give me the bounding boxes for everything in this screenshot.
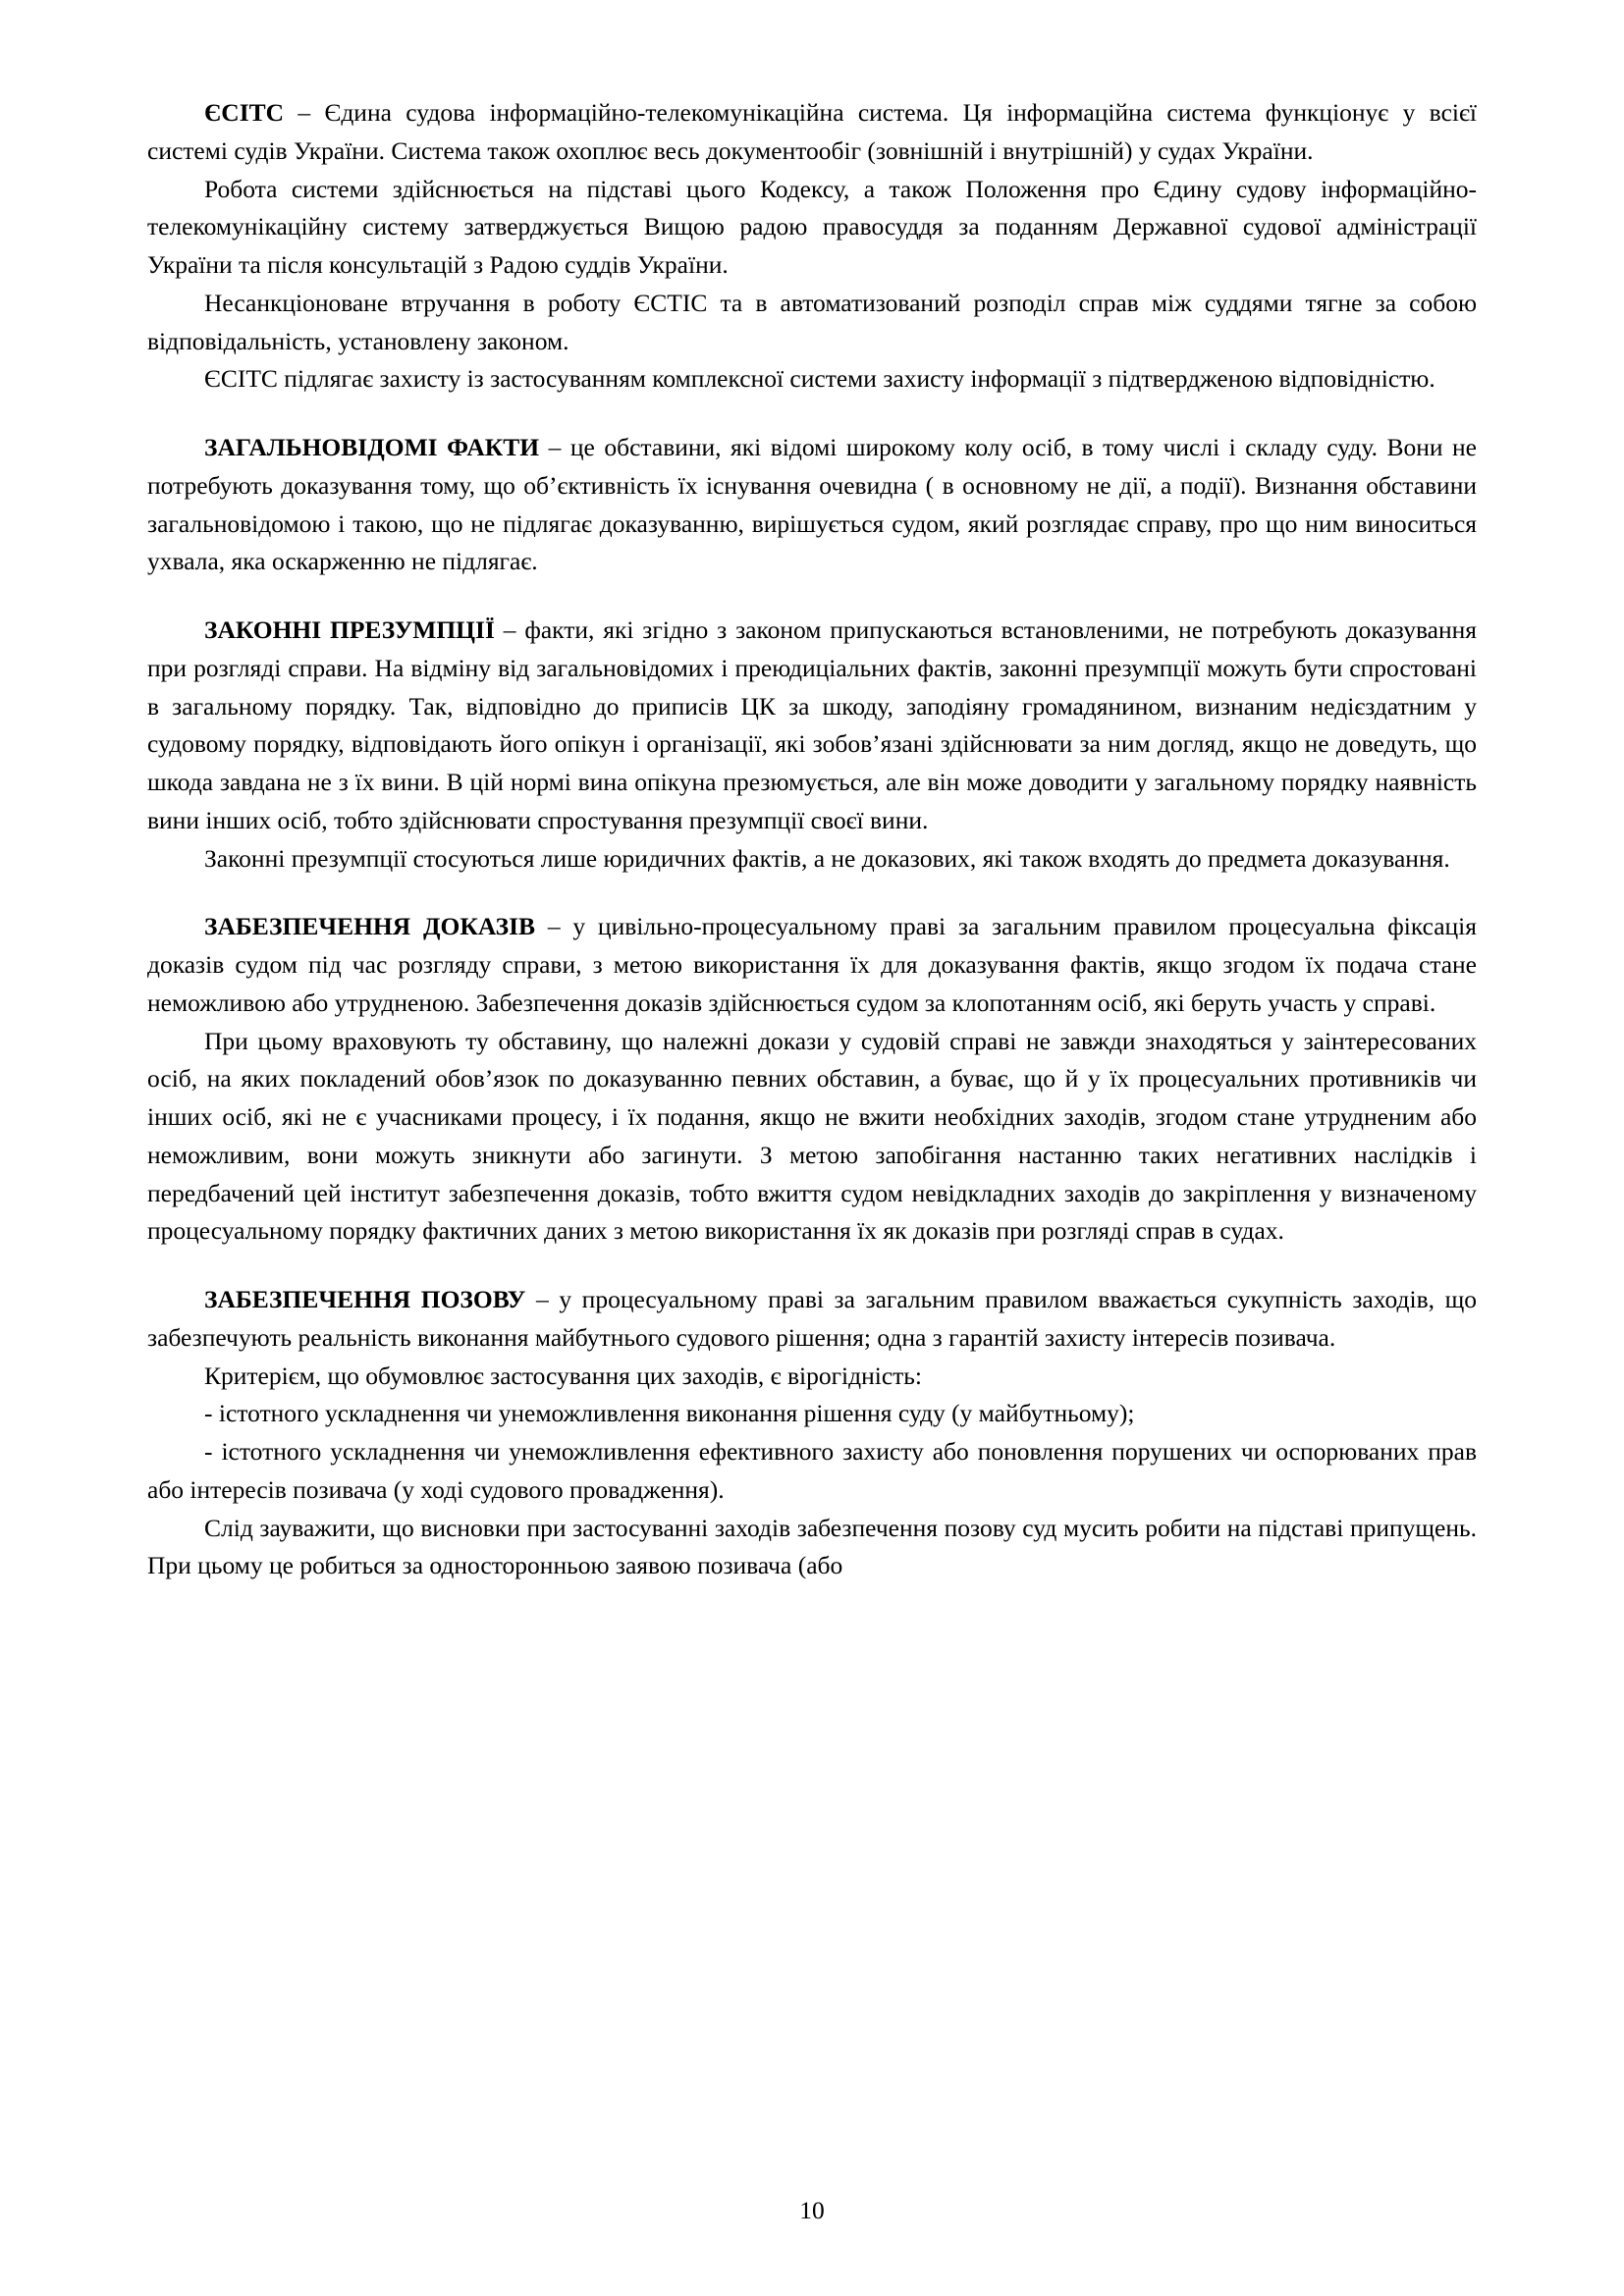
paragraph-text: Слід зауважити, що висновки при застосуванні заходів забезпечення позову суд мусить робити на підставі припущень. При цьому це робиться за односторонньою заявою позивача (або xyxy=(147,1513,1477,1580)
paragraph-text: - істотного ускладнення чи унеможливлення ефективного захисту або поновлення порушених чи оспорюваних прав або інтересів позивача (у ході судового провадження). xyxy=(147,1437,1477,1504)
paragraph-text: При цьому враховують ту обставину, що належні докази у судовій справі не завжди знаходяться у заінтересованих осіб, на яких покладений обов’язок по доказуванню певних обставин, а буває, що й у їх процесуальних противників чи інших осіб, які не є учасниками процесу, і їх подання, якщо не вжити необхідних заходів, згодом стане утрудненим або неможливим, вони можуть зникнути або загинути. З метою запобігання настанню таких негативних наслідків і передбачений цей інститут забезпечення доказів, тобто вжиття судом невідкладних заходів до закріплення у визначеному процесуальному порядку фактичних даних з метою використання їх як доказів при розгляді справ в судах. xyxy=(147,1026,1477,1246)
list-item-criterion-2 xyxy=(147,1433,1477,1510)
paragraph-presumptions-scope xyxy=(147,840,1477,879)
list-item-criterion-1 xyxy=(147,1395,1477,1433)
term-esits: ЄСІТС xyxy=(204,98,285,127)
paragraph-text: Законні презумпції стосуються лише юридичних фактів, а не доказових, які також входять до предмета доказування. xyxy=(204,843,1450,873)
paragraph-text: ЄСІТС підлягає захисту із застосуванням комплексної системи захисту інформації з підтвердженою відповідністю. xyxy=(204,364,1435,394)
paragraph-securing-claim xyxy=(147,1281,1477,1358)
paragraph-text: Робота системи здійснюється на підставі цього Кодексу, а також Положення про Єдину судову інформаційно-телекомунікаційну систему затверджується Вищою радою правосуддя за поданням Державної судової адміністрації України та після консультацій з Радою суддів України. xyxy=(147,174,1477,279)
paragraph-esits-definition xyxy=(147,94,1477,171)
paragraph-text: Несанкціоноване втручання в роботу ЄСТІС та в автоматизований розподіл справ між суддями тягне за собою відповідальність, установлену законом. xyxy=(147,288,1477,355)
paragraph-securing-evidence xyxy=(147,908,1477,1022)
term-well-known-facts: ЗАГАЛЬНОВІДОМІ ФАКТИ xyxy=(204,433,540,461)
term-securing-evidence: ЗАБЕЗПЕЧЕННЯ ДОКАЗІВ xyxy=(204,912,536,941)
term-securing-claim: ЗАБЕЗПЕЧЕННЯ ПОЗОВУ xyxy=(204,1285,526,1313)
document-body xyxy=(147,94,1477,1585)
paragraph-spacer xyxy=(147,1251,1477,1281)
paragraph-spacer xyxy=(147,878,1477,908)
paragraph-legal-presumptions xyxy=(147,612,1477,840)
paragraph-text: - істотного ускладнення чи унеможливлення виконання рішення суду (у майбутньому); xyxy=(204,1399,1135,1428)
paragraph-conclusions-note xyxy=(147,1510,1477,1586)
paragraph-text: – це обставини, які відомі широкому колу осіб, в тому числі і складу суду. Вони не потребують доказування тому, що об’єктивність їх існування очевидна ( в основному не дії, а події). Визнання обставини загальновідомою і такою, що не підлягає доказуванню, вирішується судом, який розглядає справу, про що ним виноситься ухвала, яка оскарженню не підлягає. xyxy=(147,433,1477,576)
paragraph-information-protection xyxy=(147,360,1477,399)
paragraph-well-known-facts xyxy=(147,429,1477,581)
page-number: 10 xyxy=(799,2196,825,2224)
paragraph-text: – у процесуальному праві за загальним правилом вважається сукупність заходів, що забезпечують реальність виконання майбутнього судового рішення; одна з гарантій захисту інтересів позивача. xyxy=(147,1285,1477,1352)
term-legal-presumptions: ЗАКОННІ ПРЕЗУМПЦІЇ xyxy=(204,615,495,644)
paragraph-spacer xyxy=(147,399,1477,429)
paragraph-text: – факти, які згідно з законом припускаються встановленими, не потребують доказування при розгляді справи. На відміну від загальновідомих і преюдиціальних фактів, законні презумпції можуть бути спростовані в загальному порядку. Так, відповідно до приписів ЦК за шкоду, заподіяну громадянином, визнаним недієздатним у судовому порядку, відповідають його опікун і організації, які зобов’язані здійснювати за ним догляд, якщо не доведуть, що шкода завдана не з їх вини. В цій нормі вина опікуна презюмується, але він може доводити у загальному порядку наявність вини інших осіб, тобто здійснювати спростування презумпції своєї вини. xyxy=(147,615,1477,834)
paragraph-text: – Єдина судова інформаційно-телекомунікаційна система. Ця інформаційна система функціонує у всієї системі судів України. Система також охоплює весь документообіг (зовнішній і внутрішній) у судах України. xyxy=(147,98,1477,165)
paragraph-criterion xyxy=(147,1358,1477,1396)
paragraph-text: Критерієм, що обумовлює застосування цих заходів, є вірогідність: xyxy=(204,1361,923,1390)
paragraph-evidence-circumstances xyxy=(147,1023,1477,1252)
paragraph-system-operation xyxy=(147,171,1477,285)
paragraph-spacer xyxy=(147,581,1477,612)
paragraph-text: – у цивільно-процесуальному праві за загальним правилом процесуальна фіксація доказів судом під час розгляду справи, з метою використання їх для доказування фактів, якщо згодом їх подача стане неможливою або утрудненою. Забезпечення доказів здійснюється судом за клопотанням осіб, які беруть участь у справі. xyxy=(147,912,1477,1017)
paragraph-unauthorized-interference xyxy=(147,285,1477,361)
